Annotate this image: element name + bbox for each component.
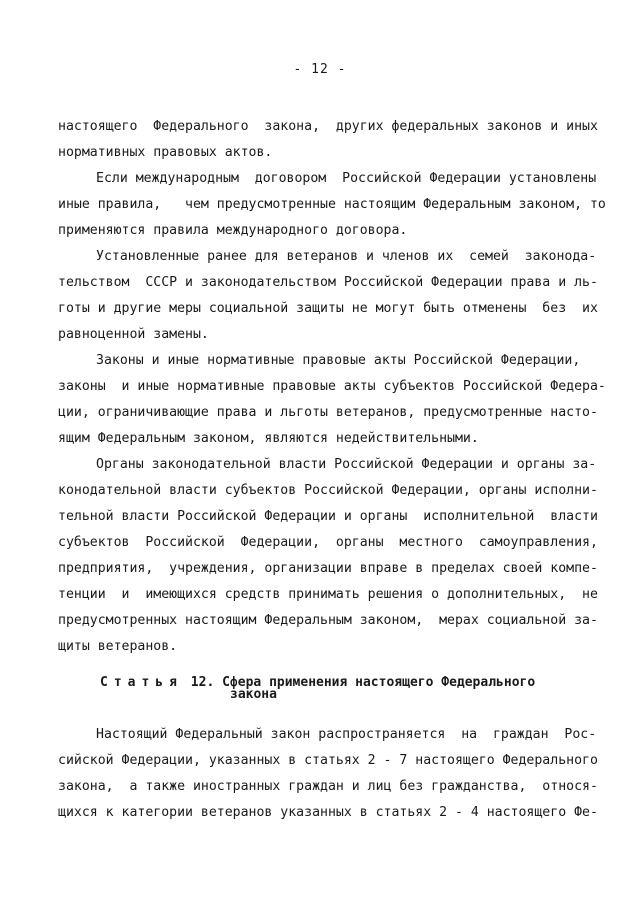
text-line: Органы законодательной власти Российской Федерации и органы за- [96,457,597,472]
article-label: Статья [100,675,183,690]
text-line: тельной власти Российской Федерации и органы исполнительной власти [58,509,598,524]
text-line: Установленные ранее для ветеранов и членов их семей законода- [96,249,597,264]
text-line: тельством СССР и законодательством Российской Федерации права и ль- [58,275,598,290]
text-line: иные правила, чем предусмотренные настоящим Федеральным законом, то [58,197,606,212]
text-line: ящим Федеральным законом, являются недействительными. [58,431,479,446]
text-line: настоящего Федерального закона, других федеральных законов и иных [58,119,598,134]
text-line: закона, а также иностранных граждан и лиц без гражданства, относя- [58,779,598,794]
article-title-continuation: закона [230,687,277,702]
article-title: 12. Сфера применения настоящего Федерального [190,675,536,690]
text-line: конодательной власти субъектов Российской Федерации, органы исполни- [58,483,598,498]
text-line: предусмотренных настоящим Федеральным законом, мерах социальной за- [58,613,598,628]
text-line: предприятия, учреждения, организации вправе в пределах своей компе- [58,561,598,576]
text-line: субъектов Российской Федерации, органы местного самоуправления, [58,535,598,550]
text-line: ции, ограничивающие права и льготы ветеранов, предусмотренные насто- [58,405,598,420]
text-line: нормативных правовых актов. [58,145,273,160]
text-line: щиты ветеранов. [58,639,178,654]
text-line: применяются правила международного договора. [58,223,408,238]
article-heading [100,676,535,690]
text-line: равноценной замены. [58,327,209,342]
text-line: законы и иные нормативные правовые акты субъектов Российской Федера- [58,379,606,394]
text-line: готы и другие меры социальной защиты не могут быть отменены без их [58,301,598,316]
text-line: Законы и иные нормативные правовые акты Российской Федерации, [96,353,581,368]
text-line: Настоящий Федеральный закон распространяется на граждан Рос- [96,727,597,742]
text-line: щихся к категории ветеранов указанных в статьях 2 - 4 настоящего Фе- [58,805,598,820]
text-line: Если международным договором Российской Федерации установлены [96,171,597,186]
text-line: тенции и имеющихся средств принимать решения о дополнительных, не [58,587,598,602]
page-number: - 12 - [293,62,347,77]
text-line: сийской Федерации, указанных в статьях 2 - 7 настоящего Федерального [58,753,598,768]
